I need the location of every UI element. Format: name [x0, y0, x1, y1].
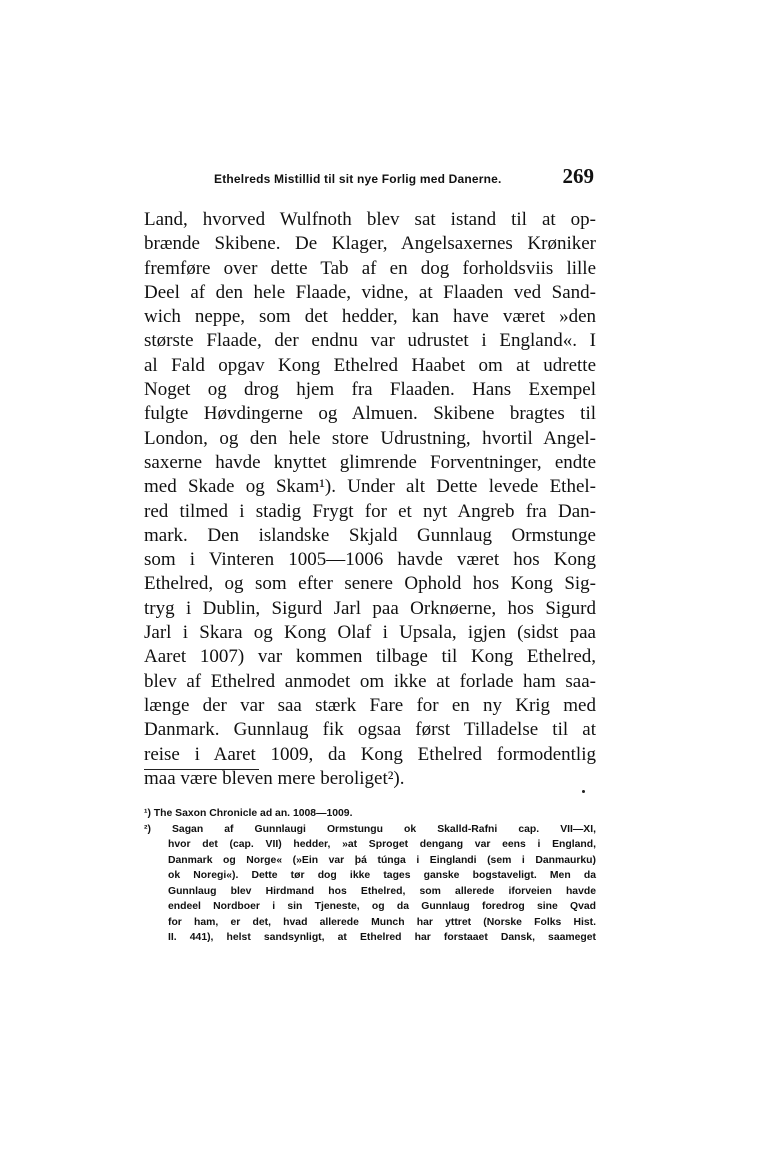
text-line: saxerne havde knyttet glimrende Forventninger, endte — [144, 451, 596, 473]
text-line: største Flaade, der endnu var udrustet i England«. I — [144, 330, 596, 352]
footnote-line: hvor det (cap. VII) hedder, »at Sproget dengang var eens i England, — [168, 839, 596, 850]
text-line: maa være bleven mere beroliget²). — [144, 767, 405, 789]
text-line: tryg i Dublin, Sigurd Jarl paa Orknøerne, hos Sigurd — [144, 597, 596, 619]
running-title: Ethelreds Mistillid til sit nye Forlig med Danerne. — [214, 172, 502, 186]
footnote-divider — [144, 769, 259, 770]
text-line: fulgte Høvdingerne og Almuen. Skibene bragtes til — [144, 403, 596, 425]
footnote-line: ²) Sagan af Gunnlaugi Ormstungu ok Skalld-Rafni cap. VII—XI, — [144, 823, 596, 835]
text-line: blev af Ethelred anmodet om ikke at forlade ham saa- — [144, 670, 596, 692]
text-line: al Fald opgav Kong Ethelred Haabet om at udrette — [144, 354, 596, 376]
footnote-2 — [144, 822, 596, 946]
footnote-line: ¹) The Saxon Chronicle ad an. 1008—1009. — [144, 808, 353, 819]
text-line: Land, hvorved Wulfnoth blev sat istand til at op- — [144, 209, 596, 230]
text-line: wich neppe, som det hedder, kan have været »den — [144, 306, 596, 328]
ink-speck — [582, 790, 585, 793]
footnote-line: ok Noregi«). Dette tør dog ikke tages ganske bogstaveligt. Men da — [168, 870, 596, 881]
running-head — [144, 164, 596, 194]
text-line: længe der var saa stærk Fare for en ny Krig med — [144, 694, 596, 716]
text-line: Noget og drog hjem fra Flaaden. Hans Exempel — [144, 379, 596, 401]
text-line: med Skade og Skam¹). Under alt Dette levede Ethel- — [144, 476, 596, 498]
text-line: som i Vinteren 1005—1006 havde været hos Kong — [144, 549, 596, 571]
text-line: red tilmed i stadig Frygt for et nyt Angreb fra Dan- — [144, 500, 596, 522]
body-text — [144, 208, 596, 791]
text-line: Aaret 1007) var kommen tilbage til Kong Ethelred, — [144, 646, 596, 668]
text-line: reise i Aaret 1009, da Kong Ethelred formodentlig — [144, 743, 596, 765]
footnote-1 — [144, 806, 596, 822]
text-line: London, og den hele store Udrustning, hvortil Angel- — [144, 427, 596, 449]
text-line: Danmark. Gunnlaug fik ogsaa først Tilladelse til at — [144, 719, 596, 741]
footnote-line: Gunnlaug blev Hirdmand hos Ethelred, som allerede iforveien havde — [168, 885, 596, 897]
text-line: mark. Den islandske Skjald Gunnlaug Ormstunge — [144, 524, 596, 546]
text-line: Ethelred, og som efter senere Ophold hos Kong Sig- — [144, 573, 596, 595]
text-line: Deel af den hele Flaade, vidne, at Flaaden ved Sand- — [144, 281, 596, 303]
footnote-line: for ham, er det, hvad allerede Munch har yttret (Norske Folks Hist. — [168, 916, 596, 928]
footnote-line: endeel Nordboer i sin Tjeneste, og da Gunnlaug foredrog sine Qvad — [168, 901, 596, 912]
text-line: brænde Skibene. De Klager, Angelsaxernes Krøniker — [144, 233, 596, 255]
footnotes — [144, 806, 596, 946]
text-line: Jarl i Skara og Kong Olaf i Upsala, igjen (sidst paa — [144, 622, 596, 644]
footnote-line: Danmark og Norge« (»Ein var þá túnga i Einglandi (sem i Danmaurku) — [168, 854, 596, 866]
page-number: 269 — [562, 164, 594, 188]
footnote-line: II. 441), helst sandsynligt, at Ethelred har forstaaet Dansk, saameget — [168, 932, 596, 943]
text-line: fremføre over dette Tab af en dog forholdsviis lille — [144, 257, 596, 279]
